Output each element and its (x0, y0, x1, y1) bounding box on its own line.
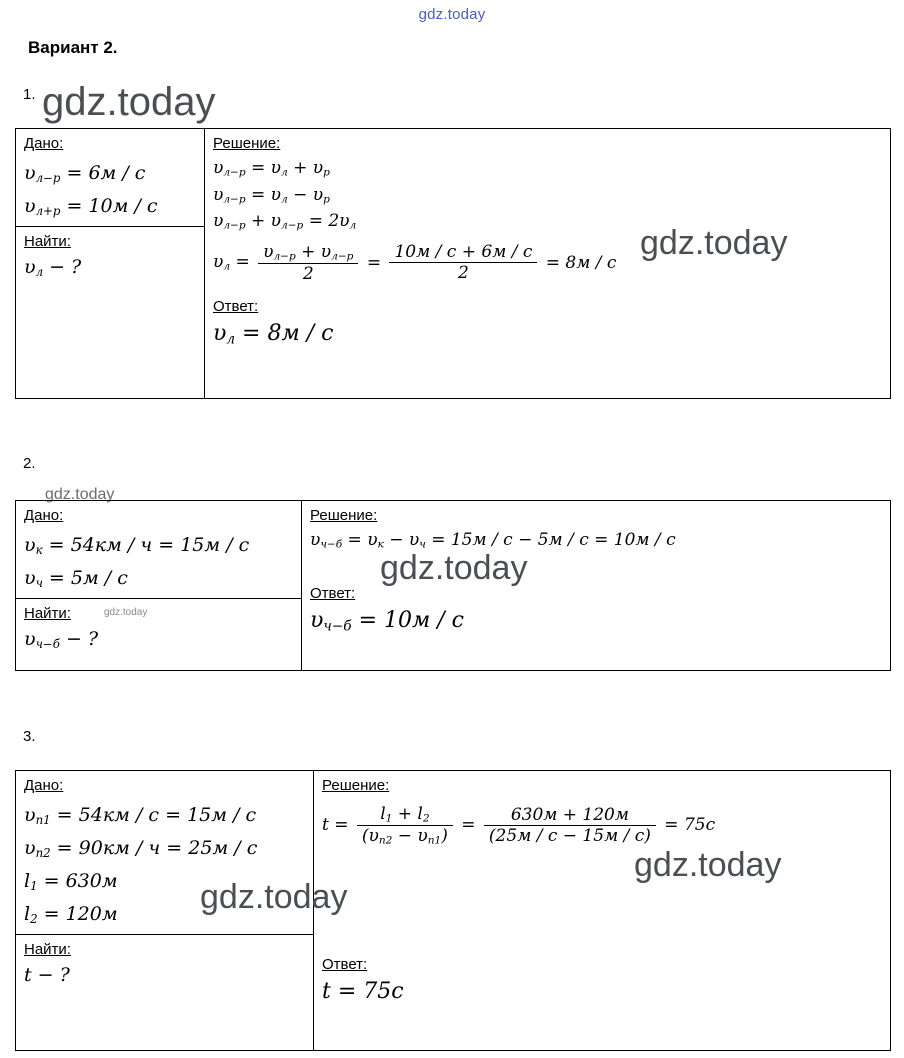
task-2-given-cell (16, 501, 302, 671)
task-1-solution-line-2: $\upsilon_{л-р} = \upsilon_л - \upsilon_р$ (213, 184, 330, 206)
task-3-given-line-4: $l_2 = 120м$ (24, 902, 118, 926)
task-3-given-line-3: $l_1 = 630м$ (24, 869, 118, 893)
task-1-solution-cell (205, 129, 891, 399)
task-1-solution-line-4: $\upsilon_л$ = $\frac{\upsilon_{л-р} + \upsilon_{л-р}}{2}$ = $\frac{10м / с + 6м / с}{2}$ = 8м / с (213, 241, 617, 284)
task-3-answer: t = 75с (322, 979, 404, 1005)
task-1-solution-line-1: $\upsilon_{л-р} = \upsilon_л + \upsilon_р$ (213, 158, 330, 179)
watermark-6: gdz.today (634, 846, 782, 884)
task-1-given-line-1: $\upsilon_{л-р} = 6м / с$ (24, 162, 146, 185)
task-1-find-expression: $\upsilon_л$ − ? (24, 255, 82, 279)
solution-label-3: Решение: (322, 777, 390, 794)
task-2-given-line-1: $\upsilon_к = 54км / ч = 15м / с$ (24, 534, 250, 557)
task-2-answer: $\upsilon_{ч-б} = 10м / с$ (310, 607, 464, 635)
find-label-3: Найти: (24, 940, 71, 958)
page-title: Вариант 2. (28, 38, 118, 57)
task-3-find-block (16, 934, 313, 994)
watermark-2: gdz.today (640, 224, 788, 262)
watermark-5: gdz.today (380, 549, 528, 587)
task-1-answer: $\upsilon_л = 8м / с$ (213, 320, 334, 347)
task-2-find-expression: $\upsilon_{ч-б}$ − ? (24, 627, 99, 651)
task-2-solution-line-1: $\upsilon_{ч-б} = \upsilon_к - \upsilon_ч = 15м / с - 5м / с = 10м / с$ (310, 530, 676, 551)
task-1-table (15, 128, 891, 399)
given-label-1: Дано: (24, 135, 64, 152)
task-2-find-block (16, 598, 301, 659)
given-label-2: Дано: (24, 507, 64, 524)
task-3-find-expression: t − ? (24, 963, 70, 986)
given-label-3: Дано: (24, 777, 64, 794)
task-3-solution-cell (314, 771, 891, 1051)
site-brand-header: gdz.today (418, 6, 486, 23)
task-2-solution-cell (302, 501, 891, 671)
find-label-1: Найти: (24, 232, 71, 250)
watermark-3: gdz.today (45, 486, 115, 503)
task-3-given-line-1: $\upsilon_{п1} = 54км / с = 15м / с$ (24, 804, 257, 827)
task-1-given-line-2: $\upsilon_{л+р} = 10м / с$ (24, 194, 158, 218)
watermark-7: gdz.today (200, 878, 348, 916)
answer-label-3: Ответ: (322, 956, 368, 974)
solution-label-2: Решение: (310, 507, 378, 524)
find-label-2: Найти: (24, 604, 71, 622)
task-2-given-line-2: $\upsilon_ч = 5м / с$ (24, 566, 128, 590)
task-1-find-block (16, 226, 204, 287)
task-3-given-cell (16, 771, 314, 1051)
task-2-table (15, 500, 891, 671)
task-number-2: 2. (23, 455, 36, 472)
watermark-4: gdz.today (104, 606, 148, 618)
task-3-table (15, 770, 891, 1051)
task-3-solution-line-1: t = $\frac{l_1 + l_2}{(\upsilon_{п2} - \upsilon_{п1})}$ = $\frac{630м + 120м}{(25м / с - 15м / с)}$ = 75с (322, 804, 716, 847)
task-number-3: 3. (23, 728, 36, 745)
answer-label-2: Ответ: (310, 584, 356, 602)
task-3-given-line-2: $\upsilon_{п2} = 90км / ч = 25м / с$ (24, 836, 258, 860)
solution-label-1: Решение: (213, 135, 281, 152)
answer-label-1: Ответ: (213, 297, 259, 315)
task-1-solution-line-3: $\upsilon_{л-р} + \upsilon_{л-р} = 2\upsilon_л$ (213, 211, 357, 232)
task-number-1: 1. (23, 86, 36, 103)
task-1-given-cell (16, 129, 205, 399)
watermark-1: gdz.today (42, 80, 216, 124)
